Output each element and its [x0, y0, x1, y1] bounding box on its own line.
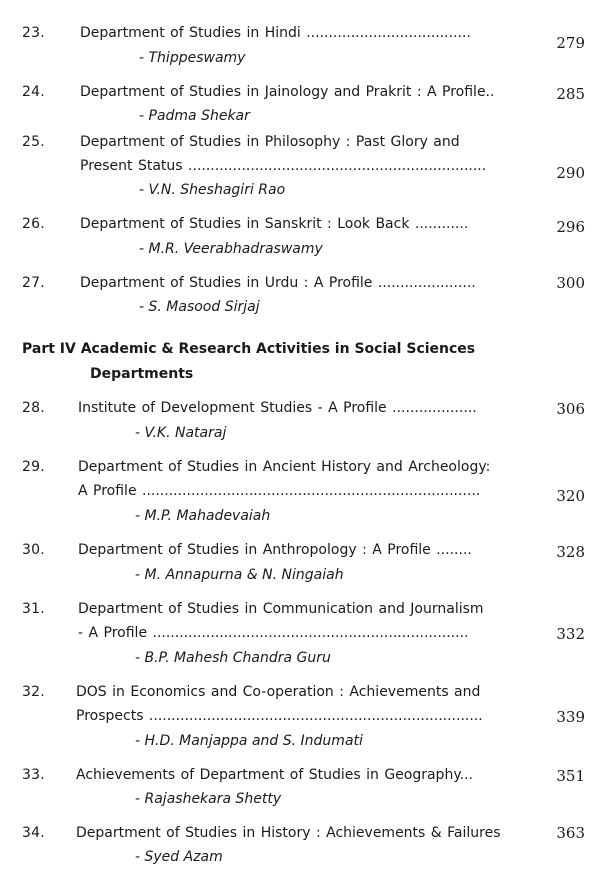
entry-title: Department of Studies in Jainology and Prakrit : A Profile..	[80, 84, 495, 100]
entry-number: 34.	[22, 825, 45, 841]
entry-author: - M.P. Mahadevaiah	[135, 508, 271, 524]
entry-number: 30.	[22, 542, 45, 558]
entry-page-number: 320	[556, 487, 585, 505]
entry-title-continued: - A Profile .......................................................................	[78, 625, 469, 641]
entry-title-continued: A Profile ............................................................................	[78, 483, 481, 499]
entry-number: 29.	[22, 459, 45, 475]
entry-author: - S. Masood Sirjaj	[139, 299, 260, 315]
entry-number: 33.	[22, 767, 45, 783]
entry-page-number: 300	[556, 274, 585, 292]
entry-author: - B.P. Mahesh Chandra Guru	[135, 650, 331, 666]
entry-author: - Thippeswamy	[139, 50, 246, 66]
entry-number: 26.	[22, 216, 45, 232]
entry-title: Department of Studies in Philosophy : Past Glory and	[80, 134, 460, 150]
entry-author: - V.K. Nataraj	[135, 425, 227, 441]
entry-page-number: 351	[556, 767, 585, 785]
entry-page-number: 290	[556, 164, 585, 182]
entry-title: Department of Studies in History : Achievements & Failures	[76, 825, 501, 841]
entry-author: - Padma Shekar	[139, 108, 250, 124]
entry-number: 28.	[22, 400, 45, 416]
entry-page-number: 339	[556, 708, 585, 726]
entry-number: 23.	[22, 25, 45, 41]
entry-title-continued: Prospects ...........................................................................	[76, 708, 483, 724]
entry-title: Institute of Development Studies - A Profile ...................	[78, 400, 477, 416]
entry-number: 25.	[22, 134, 45, 150]
entry-title: Department of Studies in Urdu : A Profile ......................	[80, 275, 476, 291]
entry-title: DOS in Economics and Co-operation : Achievements and	[76, 684, 481, 700]
entry-author: - H.D. Manjappa and S. Indumati	[135, 733, 363, 749]
entry-page-number: 296	[556, 218, 585, 236]
entry-title: Department of Studies in Communication and Journalism	[78, 601, 484, 617]
entry-number: 32.	[22, 684, 45, 700]
entry-title: Department of Studies in Ancient History and Archeology:	[78, 459, 491, 475]
entry-author: - V.N. Sheshagiri Rao	[139, 182, 286, 198]
entry-number: 31.	[22, 601, 45, 617]
entry-title-continued: Present Status ...................................................................	[80, 158, 487, 174]
entry-title: Achievements of Department of Studies in Geography...	[76, 767, 473, 783]
entry-page-number: 285	[556, 85, 585, 103]
part-heading-line-1: Part IV Academic & Research Activities in Social Sciences	[22, 341, 476, 357]
entry-page-number: 328	[556, 543, 585, 561]
entry-page-number: 306	[556, 400, 585, 418]
entry-page-number: 279	[556, 34, 585, 52]
entry-page-number: 332	[556, 625, 585, 643]
entry-author: - M.R. Veerabhadraswamy	[139, 241, 323, 257]
entry-number: 27.	[22, 275, 45, 291]
entry-title: Department of Studies in Hindi .....................................	[80, 25, 471, 41]
part-heading-line-2: Departments	[90, 366, 194, 382]
entry-title: Department of Studies in Anthropology : A Profile ........	[78, 542, 472, 558]
entry-author: - Syed Azam	[135, 849, 223, 865]
entry-author: - M. Annapurna & N. Ningaiah	[135, 567, 344, 583]
entry-number: 24.	[22, 84, 45, 100]
entry-title: Department of Studies in Sanskrit : Look Back ............	[80, 216, 469, 232]
entry-author: - Rajashekara Shetty	[135, 791, 282, 807]
entry-page-number: 363	[556, 824, 585, 842]
